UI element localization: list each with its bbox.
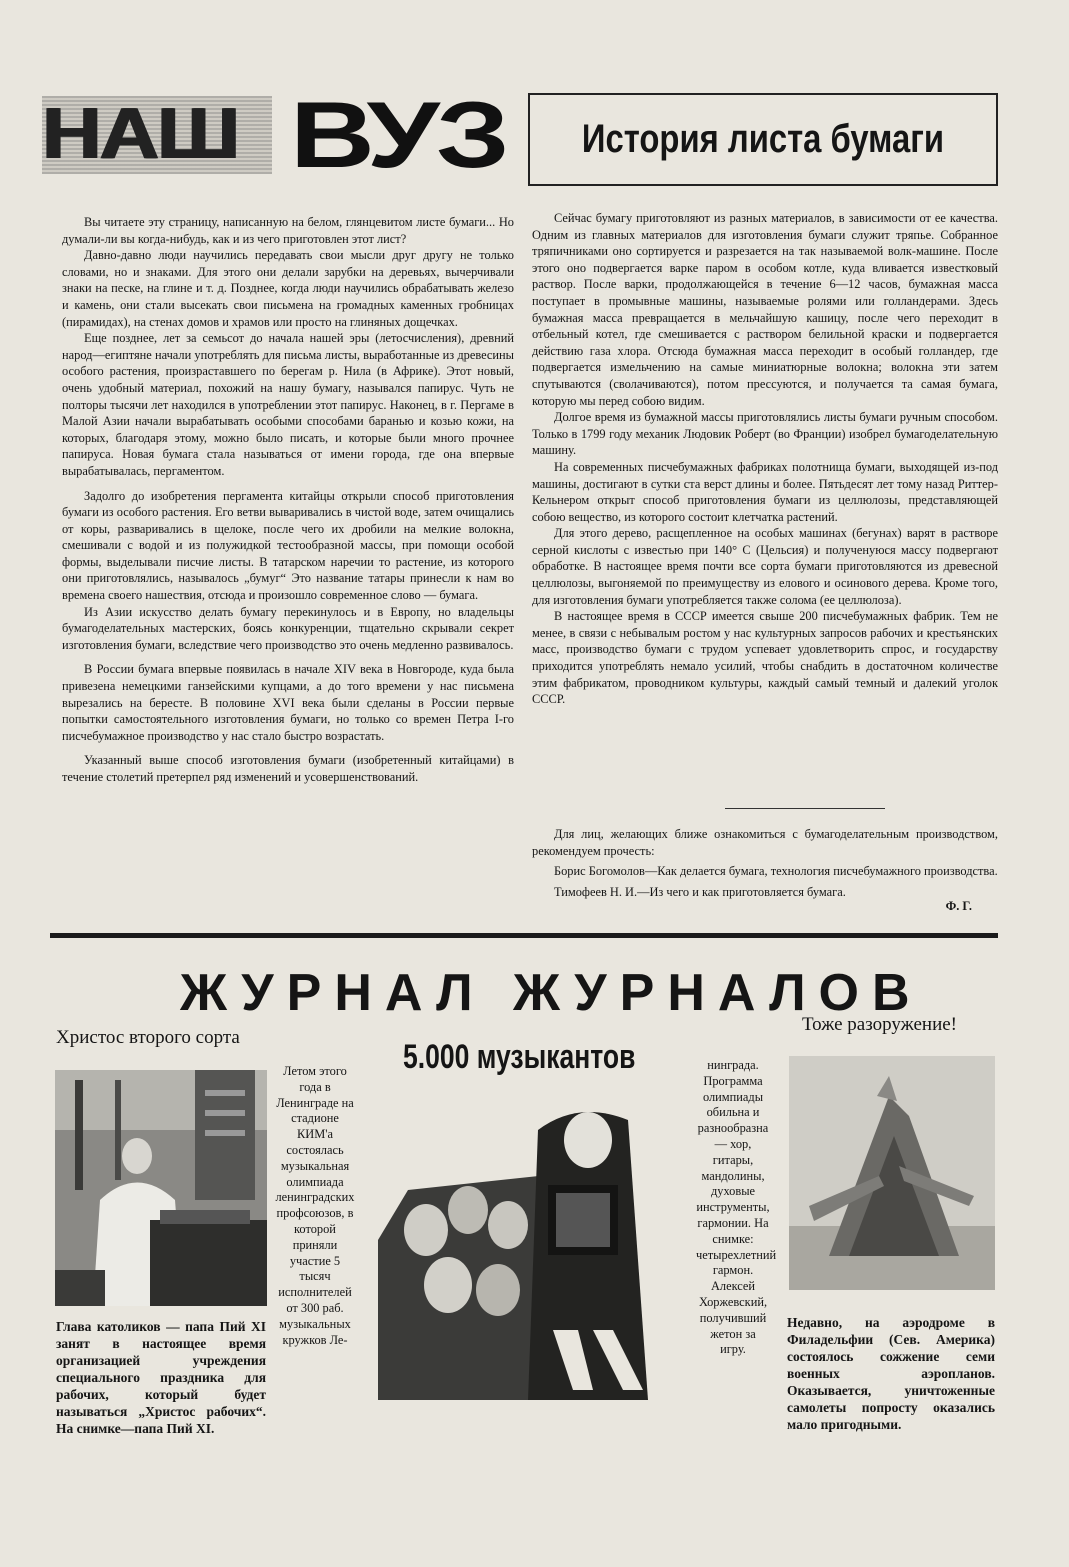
paragraph: Сейчас бумагу приготовляют из разных материалов, в зависимости от ее качества. Одним из главных материалов для изготовления бумаги служит тряпье. Собранное тряпичниками оно сортируется и разрезается на так называемой волк-машине. После этого оно подвергается варке паром в особом котле, куда вливается известковый раствор. После варки, продолжающейся в течение 6—12 часов, бумажная масса поступает в промывные машины, называемые ролями или голландерами. Здесь бумажная масса превращается в мельчайшую кашицу, после чего переходит в отбельный котел, где смешивается с раствором белильной краски и подвергается действию газа хлора. Отсюда бумажная масса переходит в особый голландер, где подвергается измельчению на самые миниатюрные волокна; волокна эти затем спутываются (сволачиваются), потом прессуются, и получается та самая бумага, которую мы перед собою видим. xyxy=(532,211,998,408)
airplanes-caption: Недавно, на аэродроме в Филадельфии (Сев. Америка) состоялось сожжение семи военных аэропланов. Оказывается, уничтоженные самолеты попросту оказались мало пригодными. xyxy=(787,1315,995,1432)
paragraph: Давно-давно люди научились передавать свои мысли друг другу не только словами, но и знаками. Для этого они делали зарубки на деревьях, вычерчивали знаки на песке, на глине и т. д. Позднее, когда люди научились обрабатывать железо и камень, они стали высекать свои письмена на громадных каменных гробницах (пирамидах), на стенах домов и храмов или просто на глиняных дощечках. xyxy=(62,248,514,329)
article-left-column xyxy=(62,214,514,786)
paragraph: На современных писчебумажных фабриках полотнища бумаги, выходящей из-под машины, достигают в сутки ста верст длины и более. Пятьдесят лет тому назад Риттер-Кельнером открыт способ приготовления бумаги из целлюлозы, представляющей собою вещество, из которого состоит клетчатка растений. xyxy=(532,459,998,524)
pope-caption: Глава католиков — папа Пий XI занят в настоящее время организацией учреждения специального праздника для рабочих, который будет называться „Христос рабочих“. На снимке—папа Пий XI. xyxy=(56,1319,266,1436)
paragraph: Задолго до изобретения пергамента китайцы открыли способ приготовления бумаги из особого растения. Его ветви вываривались в чистой воде, затем очищались от коры, разваривались в щелоке, после чего их дробили на мелкие волокна, смешивали с водой и из полужидкой тестообразной массы, при помощи особой формы, выделывали писчие листы. В татарском наречии то растение, из которого они приготовлялись, называлось „бумуг“ Это название татары принесли к нам во времена своего нашествия, отсюда и произошло современное слово — бумага. xyxy=(62,488,514,603)
paragraph: В настоящее время в СССР имеется свыше 200 писчебумажных фабрик. Тем не менее, в связи с небывалым ростом у нас культурных запросов рабочих и крестьянских масс, производство бумаги с трудом успевает удовлетворить спрос, и государству приходится употреблять немало усилий, чтобы снабдить в достаточном количестве этим фабрикатом, проводником культуры, каждый самый темный и далекий уголок СССР. xyxy=(532,609,998,707)
pope-photo-image xyxy=(55,1070,267,1306)
journal-title: ЖУРНАЛ ЖУРНАЛОВ xyxy=(180,964,923,1022)
paragraph: Долгое время из бумажной массы приготовлялись листы бумаги ручным способом. Только в 1799 году механик Людовик Роберт (во Франции) изобрел бумагоделательную машину. xyxy=(532,410,998,458)
logo-vuz: ВУЗ xyxy=(290,82,506,187)
book-one: Борис Богомолов—Как делается бумага, технология писчебумажного производства. xyxy=(554,864,998,879)
left-story-heading: Христос второго сорта xyxy=(56,1027,240,1048)
book-two: Тимофеев Н. И.—Из чего и как приготовляется бумага. xyxy=(554,884,846,899)
logo-nash: НАШ xyxy=(42,94,238,174)
paragraph: Еще позднее, лет за семьсот до начала нашей эры (летосчисления), древний народ—египтяне начали употреблять для письма листы, выработанные из древесины особого растения, произраставшего по берегам р. Нила (в Африке). Этот новый, очень удобный материал, похожий на нашу бумагу, назывался папирус. Чуть не полторы тысячи лет находился в употреблении этот папирус. Наконец, в г. Пергаме в Малой Азии начали вырабатывать особыми способами баранью и козью кожи, на которых, благодаря этому, можно было писать, и которые были много прочнее папируса. Новая бумага стала называться от имени города, где она впервые вырабатывалась, пергаментом. xyxy=(62,331,514,478)
recommend-text: Для лиц, желающих ближе ознакомиться с бумагоделательным производством, рекомендуем прочесть: xyxy=(532,827,998,858)
paragraph: Вы читаете эту страницу, написанную на белом, глянцевитом листе бумаги... Но думали-ли вы когда-нибудь, как и из чего приготовлен этот лист? xyxy=(62,215,514,246)
paragraph: Из Азии искусство делать бумагу перекинулось и в Европу, но владельцы бумагоделательных мастерских, боясь конкуренции, тщательно скрывали секрет изготовления бумаги, вследствие чего производство это очень медленно развивалось. xyxy=(62,604,514,652)
airplanes-photo xyxy=(789,1056,995,1290)
musicians-text-b: нинграда. Программа олимпиады обильна и разнообразна— хор, гитары, мандолины, духовые инструменты, гармонии. На снимке: четырехлетний гармон. Алексей Хоржевский, получивший жетон за игру. xyxy=(696,1058,777,1357)
section-divider xyxy=(50,933,998,938)
article-right-column xyxy=(532,210,998,708)
masthead-logo xyxy=(42,82,506,188)
musicians-photo xyxy=(378,1090,688,1400)
airplanes-photo-image xyxy=(789,1056,995,1290)
right-story-heading: Тоже разоружение! xyxy=(802,1014,957,1035)
article-headline: История листа бумаги xyxy=(581,117,945,161)
recommendation-block xyxy=(532,826,998,915)
pope-photo xyxy=(55,1070,267,1306)
paragraph: Для этого дерево, расщепленное на особых машинах (бегунах) варят в растворе серной кислоты с известью при 140° С (Цельсия) и полученуюся массу подвергают обработке. В настоящее время почти все сорта бумаги приготовляются из древесной целлюлозы, выгоняемой по преимуществу из елового и осинового дерева. Кроме того, для изготовления бумаги употребляется также солома (ее целлюлоза). xyxy=(532,526,998,607)
musicians-text-a: Летом этого года в Ленинграде на стадионе КИМ'а состоялась музыкальная олимпиада ленинградских профсоюзов, в которой приняли участие 5 тысяч исполнителей от 300 раб. музыкальных кружков Ле- xyxy=(275,1064,355,1347)
paragraph: Указанный выше способ изготовления бумаги (изобретенный китайцами) в течение столетий претерпел ряд изменений и усовершенствований. xyxy=(62,753,514,784)
paragraph: В России бумага впервые появилась в начале XIV века в Новгороде, куда была привезена немецкими ганзейскими купцами, а до того времени у нас письмена вырезались на бересте. В половине XVI века были сделаны в России первые попытки самостоятельного изготовления бумаги, но только со времен Петра I-го писчебумажное производство у нас стало быстро возрастать. xyxy=(62,662,514,743)
short-divider xyxy=(725,808,885,809)
musicians-photo-image xyxy=(378,1090,688,1400)
signature: Ф. Г. xyxy=(945,899,972,914)
center-story-heading: 5.000 музыкантов xyxy=(403,1038,636,1076)
article-headline-box xyxy=(528,93,998,186)
